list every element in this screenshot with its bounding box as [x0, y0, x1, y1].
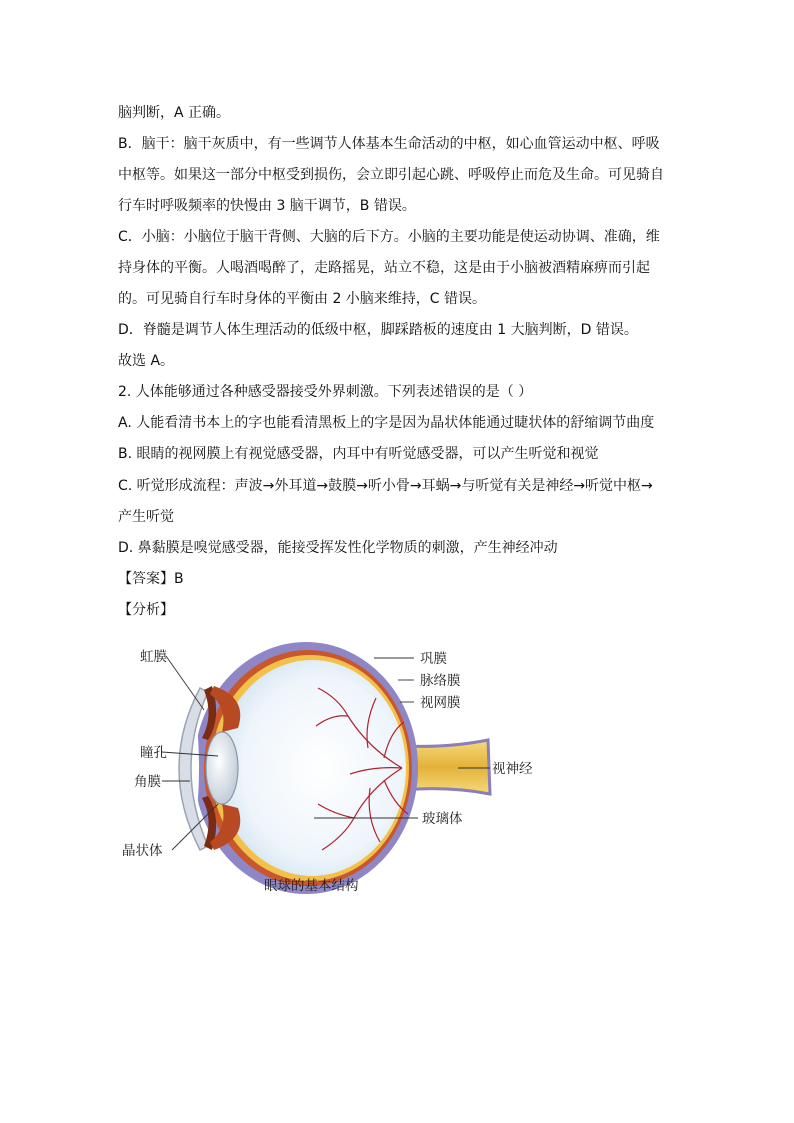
line-9: 故选 A。: [118, 353, 175, 369]
question-2: 2. 人体能够通过各种感受器接受外界刺激。下列表述错误的是（ ）: [118, 384, 533, 400]
line-2: B．脑干：脑干灰质中，有一些调节人体基本生命活动的中枢，如心血管运动中枢、呼吸: [118, 136, 660, 152]
label-iris: 虹膜: [140, 649, 167, 665]
label-choroid: 脉络膜: [420, 673, 461, 689]
label-retina: 视网膜: [420, 695, 461, 711]
answer: 【答案】B: [118, 571, 184, 587]
option-c-line2: 产生听觉: [118, 509, 174, 525]
lens-shape: [206, 732, 238, 804]
option-c-line1: C. 听觉形成流程：声波→外耳道→鼓膜→听小骨→耳蜗→与听觉有关是神经→听觉中枢→: [118, 478, 653, 494]
diagram-caption: 眼球的基本结构: [264, 878, 359, 894]
line-4: 行车时呼吸频率的快慢由 3 脑干调节，B 错误。: [118, 198, 416, 214]
label-optic-nerve: 视神经: [492, 761, 533, 777]
label-pupil: 瞳孔: [140, 745, 167, 761]
label-sclera: 巩膜: [420, 651, 447, 667]
label-vitreous: 玻璃体: [422, 811, 463, 827]
line-5: C．小脑：小脑位于脑干背侧、大脑的后下方。小脑的主要功能是使运动协调、准确，维: [118, 229, 660, 245]
option-d: D. 鼻黏膜是嗅觉感受器，能接受挥发性化学物质的刺激，产生神经冲动: [118, 540, 558, 556]
option-a: A. 人能看清书本上的字也能看清黑板上的字是因为晶状体能通过睫状体的舒缩调节曲度: [118, 415, 655, 431]
label-lens: 晶状体: [122, 843, 163, 859]
line-6: 持身体的平衡。人喝酒喝醉了，走路摇晃，站立不稳，这是由于小脑被酒精麻痹而引起: [118, 260, 650, 276]
line-8: D．脊髓是调节人体生理活动的低级中枢，脚踩踏板的速度由 1 大脑判断，D 错误。: [118, 322, 638, 338]
line-7: 的。可见骑自行车时身体的平衡由 2 小脑来维持，C 错误。: [118, 291, 487, 307]
option-b: B. 眼睛的视网膜上有视觉感受器，内耳中有听觉感受器，可以产生听觉和视觉: [118, 446, 599, 462]
analysis-heading: 【分析】: [118, 602, 174, 618]
line-3: 中枢等。如果这一部分中枢受到损伤，会立即引起心跳、呼吸停止而危及生命。可见骑自: [118, 167, 664, 183]
label-cornea: 角膜: [134, 774, 161, 790]
line-1: 脑判断，A 正确。: [118, 105, 231, 121]
eye-structure-diagram: [118, 628, 558, 900]
